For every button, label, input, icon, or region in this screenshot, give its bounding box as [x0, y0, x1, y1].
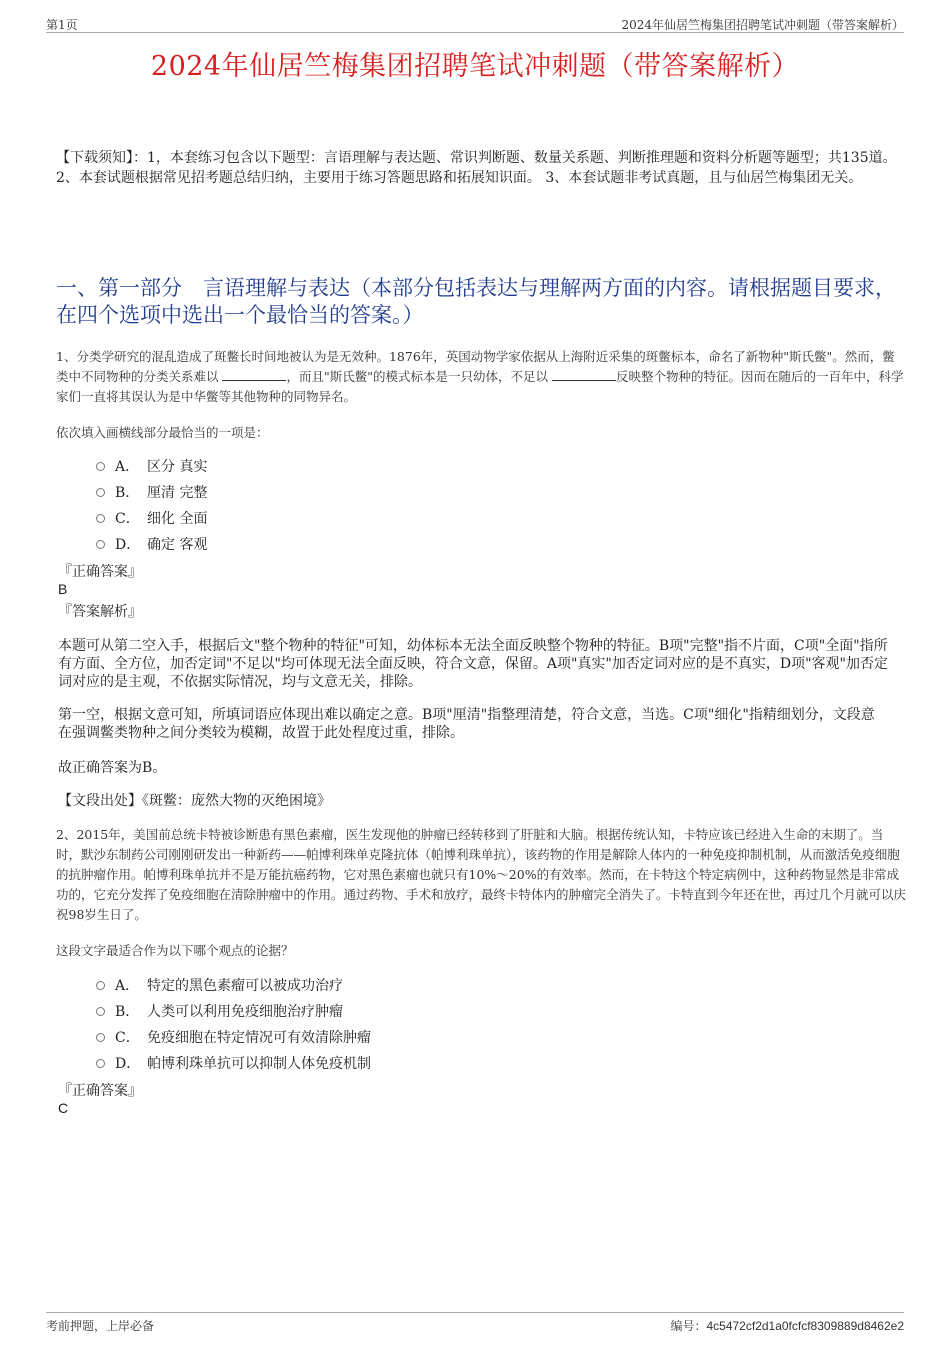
- blank-line: [222, 368, 286, 381]
- analysis-conclusion: 故正确答案为B。: [58, 760, 167, 776]
- option-a[interactable]: A． 区分 真实: [96, 453, 207, 479]
- answer-value: B: [58, 581, 68, 597]
- answer-label: 『正确答案』: [58, 564, 142, 580]
- answer-label: 『正确答案』: [58, 1083, 142, 1099]
- analysis-paragraph: 第一空，根据文意可知，所填词语应体现出难以确定之意。B项"厘清"指整理清楚，符合文意，当选。C项"细化"指精细划分，文段意在强调鳖类物种之间分类较为模糊，故置于此处程度过重，排除。: [58, 707, 875, 741]
- question-1-prompt: 依次填入画横线部分最恰当的一项是：: [56, 425, 269, 440]
- radio-icon[interactable]: [96, 1059, 105, 1068]
- section-heading: 一、第一部分 言语理解与表达（本部分包括表达与理解两方面的内容。请根据题目要求，在四个选项中选出一个最恰当的答案。）: [56, 276, 896, 327]
- option-b[interactable]: B． 人类可以利用免疫细胞治疗肿瘤: [96, 998, 371, 1024]
- footer-slogan: 考前押题，上岸必备: [46, 1319, 155, 1333]
- analysis-paragraph: 本题可从第二空入手，根据后文"整个物种的特征"可知，幼体标本无法全面反映整个物种的特征。B项"完整"指不片面，C项"全面"指所有方面、全方位，加否定词"不足以"均可体现无法全面反映，符合文意，保留。A项"真实"加否定词对应的是不真实，D项"客观"加否定词对应的是主观，不依据实际情况，均与文意无关，排除。: [58, 638, 888, 690]
- option-d[interactable]: D． 确定 客观: [96, 531, 207, 557]
- radio-icon[interactable]: [96, 540, 105, 549]
- footer-code: 编号：4c5472cf2d1a0fcfcf8309889d8462e2: [670, 1319, 904, 1333]
- page-number: 第1页: [46, 18, 78, 32]
- option-c[interactable]: C． 免疫细胞在特定情况可有效清除肿瘤: [96, 1024, 371, 1050]
- radio-icon[interactable]: [96, 514, 105, 523]
- page-header: [46, 14, 904, 33]
- question-1-stem: 1、分类学研究的混乱造成了斑鳖长时间地被认为是无效种。1876年，英国动物学家依据从上海附近采集的斑鳖标本，命名了新物种"斯氏鳖"。然而，鳖类中不同物种的分类关系难以 ，而且"斯氏鳖"的模式标本是一只幼体，不足以 反映整个物种的特征。因而在随后的一百年中，科学家们一直将其误认为是中华鳖等其他物种的同物异名。: [56, 349, 904, 404]
- radio-icon[interactable]: [96, 462, 105, 471]
- passage-source: 【文段出处】《斑鳖：庞然大物的灭绝困境》: [58, 793, 331, 809]
- option-a[interactable]: A． 特定的黑色素瘤可以被成功治疗: [96, 972, 371, 998]
- answer-value: C: [58, 1100, 69, 1116]
- radio-icon[interactable]: [96, 488, 105, 497]
- question-1-options: [96, 453, 207, 557]
- option-b[interactable]: B． 厘清 完整: [96, 479, 207, 505]
- option-c[interactable]: C． 细化 全面: [96, 505, 207, 531]
- radio-icon[interactable]: [96, 1033, 105, 1042]
- download-notice: 【下载须知】：1，本套练习包含以下题型：言语理解与表达题、常识判断题、数量关系题、判断推理题和资料分析题等题型；共135道。 2、本套试题根据常见招考题总结归纳，主要用于练习答题思路和拓展知识面。 3、本套试题非考试真题，且与仙居竺梅集团无关。: [56, 150, 897, 186]
- page-footer: [46, 1312, 904, 1333]
- blank-line: [552, 368, 616, 381]
- option-d[interactable]: D． 帕博利珠单抗可以抑制人体免疫机制: [96, 1050, 371, 1076]
- question-2-prompt: 这段文字最适合作为以下哪个观点的论据？: [56, 943, 294, 958]
- question-2-options: [96, 972, 371, 1076]
- header-doc-title: 2024年仙居竺梅集团招聘笔试冲刺题（带答案解析）: [621, 18, 904, 32]
- radio-icon[interactable]: [96, 1007, 105, 1016]
- radio-icon[interactable]: [96, 981, 105, 990]
- document-title: 2024年仙居竺梅集团招聘笔试冲刺题（带答案解析）: [150, 51, 800, 82]
- analysis-label: 『答案解析』: [58, 604, 142, 620]
- question-2-stem: 2、2015年，美国前总统卡特被诊断患有黑色素瘤，医生发现他的肿瘤已经转移到了肝脏和大脑。根据传统认知，卡特应该已经进入生命的末期了。当时，默沙东制药公司刚刚研发出一种新药——帕博利珠单克隆抗体（帕博利珠单抗），该药物的作用是解除人体内的一种免疫抑制机制，从而激活免疫细胞的抗肿瘤作用。帕博利珠单抗并不是万能抗癌药物，它对黑色素瘤也就只有10%～20%的有效率。然而，在卡特这个特定病例中，这种药物显然是非常成功的，它充分发挥了免疫细胞在清除肿瘤中的作用。通过药物、手术和放疗，最终卡特体内的肿瘤完全消失了。卡特直到今年还在世，再过几个月就可以庆祝98岁生日了。: [56, 827, 907, 922]
